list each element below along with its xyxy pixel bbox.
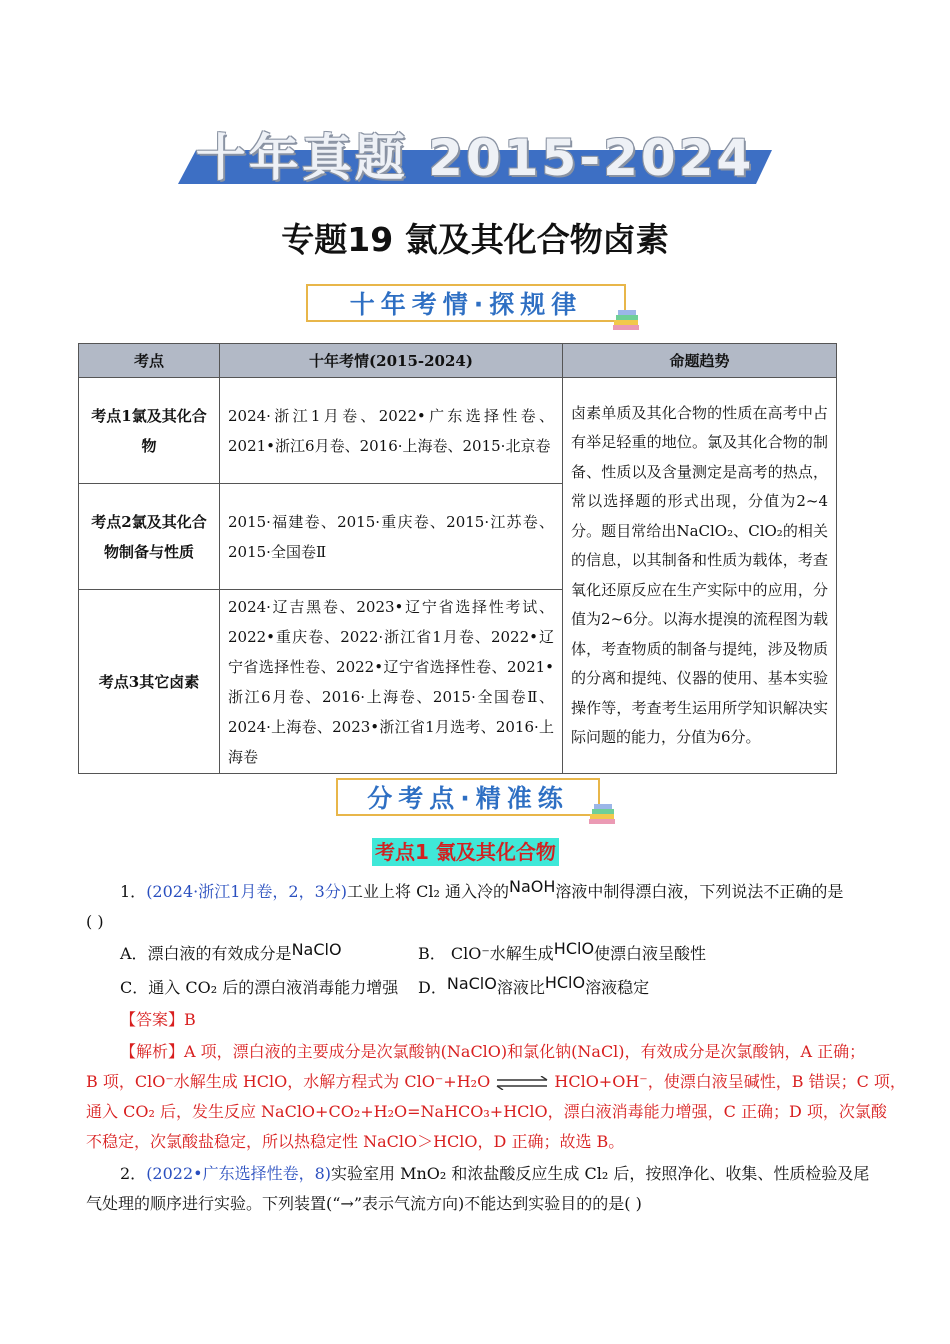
option-text: ClO⁻水解生成	[450, 944, 554, 963]
answer: 【答案】B	[120, 1010, 196, 1029]
books-icon	[612, 306, 642, 332]
option-label: B．	[418, 944, 446, 963]
question-2-stem	[120, 1162, 869, 1186]
question-1-stem	[120, 877, 844, 904]
books-icon	[588, 800, 618, 826]
analysis-line	[86, 1070, 906, 1094]
table-cell-point: 考点2氯及其化合物制备与性质	[79, 484, 220, 590]
banner	[178, 126, 772, 187]
option-text: 溶液稳定	[585, 978, 650, 997]
option-text: 使漂白液呈酸性	[594, 944, 707, 963]
analysis-line: 通入 CO₂ 后，发生反应 NaClO+CO₂+H₂O=NaHCO₃+HClO，漂白液消毒能力增强，C 正确；D 项，次氯酸	[86, 1102, 887, 1121]
analysis-text: B 项，ClO⁻水解生成 HClO，水解方程式为 ClO⁻+H₂O	[86, 1072, 491, 1091]
analysis-line: 不稳定，次氯酸盐稳定，所以热稳定性 NaClO＞HClO，D 正确；故选 B。	[86, 1132, 625, 1151]
option-d	[418, 973, 650, 1000]
page-title: 专题19 氯及其化合物卤素	[281, 220, 669, 259]
question-2-stem-cont: 气处理的顺序进行实验。下列装置(“→”表示气流方向)不能达到实验目的的是( )	[86, 1194, 642, 1213]
option-b	[418, 939, 707, 966]
analysis-text: HClO+OH⁻，使漂白液呈碱性，B 错误；C 项，	[554, 1072, 906, 1091]
section-header-overview: 十年考情·探规律	[306, 284, 626, 322]
question-source: (2024·浙江1月卷，2，3分)	[146, 882, 348, 901]
option-a	[120, 942, 342, 966]
table-header-row	[79, 344, 837, 378]
table-row	[79, 378, 837, 484]
table-cell-point: 考点1氯及其化合物	[79, 378, 220, 484]
option-label: D．	[418, 978, 447, 997]
table-cell-point: 考点3其它卤素	[79, 590, 220, 774]
answer-blank: ( )	[86, 912, 104, 931]
question-number: 2．	[120, 1164, 147, 1183]
question-source: (2022•广东选择性卷，8)	[146, 1164, 332, 1183]
stem-text: 工业上将 Cl₂ 通入冷的	[347, 882, 509, 901]
question-number: 1．	[120, 882, 147, 901]
table-cell-years: 2015·福建卷、2015·重庆卷、2015·江苏卷、2015·全国卷Ⅱ	[220, 484, 563, 590]
section-header-practice: 分考点·精准练	[336, 778, 600, 816]
analysis-line	[120, 1040, 865, 1064]
analysis-tag: 【解析】	[120, 1042, 185, 1061]
option-label: A．漂白液的有效成分是	[120, 944, 292, 963]
banner-text: 十年真题 2015-2024	[195, 129, 755, 187]
overview-table	[78, 343, 837, 774]
formula: NaOH	[508, 877, 556, 896]
stem-text: 溶液中制得漂白液，下列说法不正确的是	[555, 882, 844, 901]
header-trend: 命题趋势	[563, 344, 837, 378]
stem-text: 实验室用 MnO₂ 和浓盐酸反应生成 Cl₂ 后，按照净化、收集、性质检验及尾	[331, 1164, 870, 1183]
formula: HClO	[544, 973, 586, 992]
formula: NaClO	[446, 974, 497, 993]
equilibrium-arrow-icon	[495, 1076, 549, 1090]
option-text: 溶液比	[496, 978, 545, 997]
table-cell-trend: 卤素单质及其化合物的性质在高考中占有举足轻重的地位。氯及其化合物的制备、性质以及含量测定是高考的热点，常以选择题的形式出现，分值为2~4分。题目常给出NaClO₂、ClO₂的相关的信息，以其制备和性质为载体，考查氧化还原反应在生产实际中的应用，分值为2~6分。以海水提溴的流程图为载体，考查物质的制备与提纯，涉及物质的分离和提纯、仪器的使用、基本实验操作等，考查考生运用所学知识解决实际问题的能力，分值为6分。	[563, 378, 837, 774]
table-cell-years: 2024·辽吉黑卷、2023•辽宁省选择性考试、2022•重庆卷、2022·浙江省1月卷、2022•辽宁省选择性卷、2022•辽宁省选择性卷、2021•浙江6月卷、2016·上海卷、2015·全国卷Ⅱ、2024·上海卷、2023•浙江省1月选考、2016·上海卷	[220, 590, 563, 774]
option-c: C．通入 CO₂ 后的漂白液消毒能力增强	[120, 978, 399, 997]
exam-point-title: 考点1 氯及其化合物	[372, 838, 559, 866]
table-cell-years: 2024·浙江1月卷、2022•广东选择性卷、2021•浙江6月卷、2016·上海卷、2015·北京卷	[220, 378, 563, 484]
header-point: 考点	[79, 344, 220, 378]
formula: NaClO	[291, 940, 342, 959]
header-years: 十年考情(2015-2024)	[220, 344, 563, 378]
analysis-text: A 项，漂白液的主要成分是次氯酸钠(NaClO)和氯化钠(NaCl)，有效成分是次氯酸钠，A 正确；	[184, 1042, 866, 1061]
formula: HClO	[553, 939, 595, 958]
